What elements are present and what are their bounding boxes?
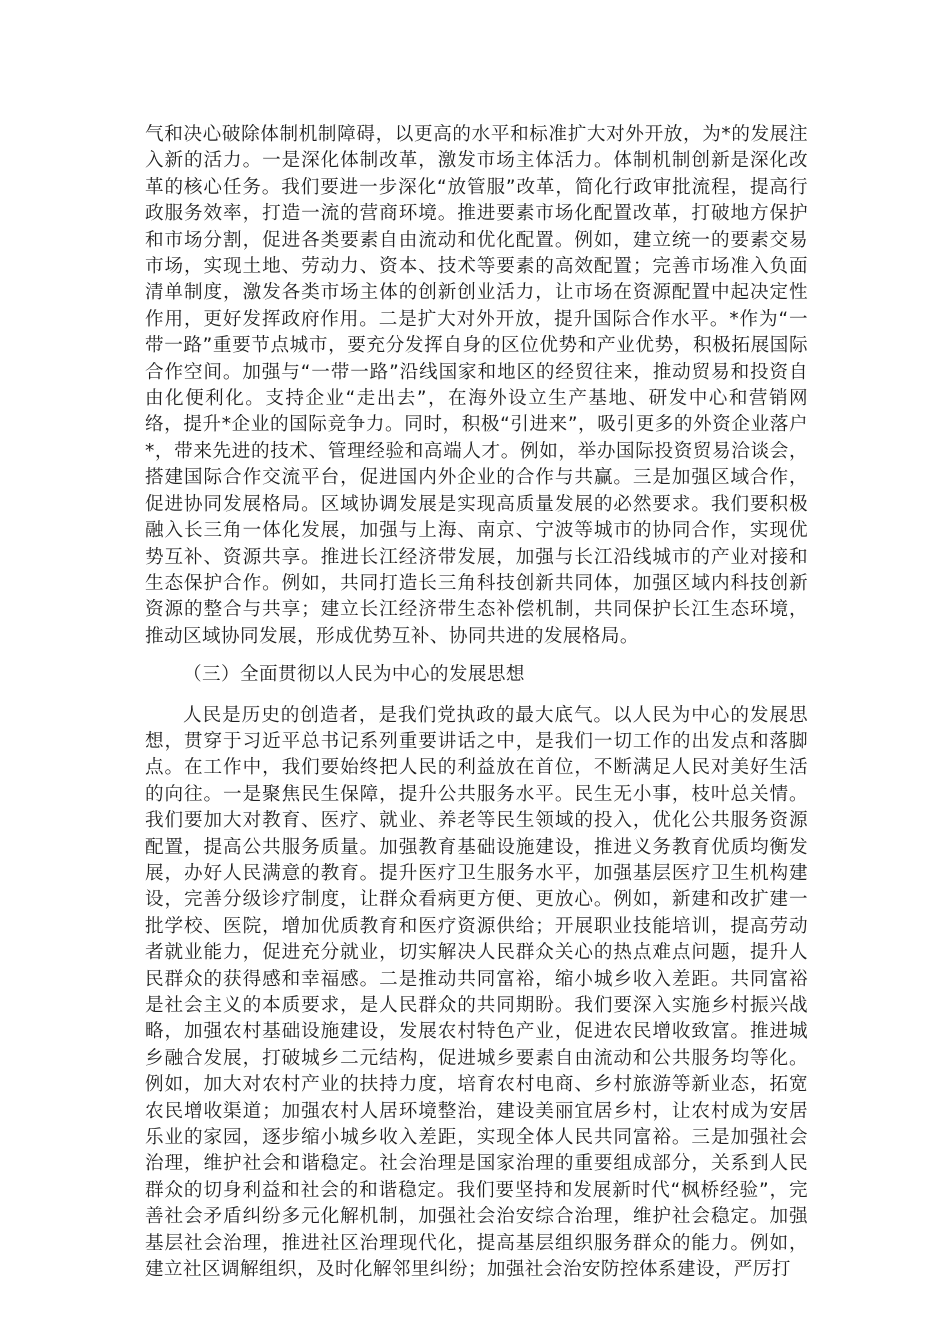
- body-paragraph-opening-reform: 气和决心破除体制机制障碍，以更高的水平和标准扩大对外开放，为*的发展注入新的活力。一是深化体制改革，激发市场主体活力。体制机制创新是深化改革的核心任务。我们要进一步深化“放管服”改革，简化行政审批流程，提高行政服务效率，打造一流的营商环境。推进要素市场化配置改革，打破地方保护和市场分割，促进各类要素自由流动和优化配置。例如，建立统一的要素交易市场，实现土地、劳动力、资本、技术等要素的高效配置；完善市场准入负面清单制度，激发各类市场主体的创新创业活力，让市场在资源配置中起决定性作用，更好发挥政府作用。二是扩大对外开放，提升国际合作水平。*作为“一带一路”重要节点城市，要充分发挥自身的区位优势和产业优势，积极拓展国际合作空间。加强与“一带一路”沿线国家和地区的经贸往来，推动贸易和投资自由化便利化。支持企业“走出去”，在海外设立生产基地、研发中心和营销网络，提升*企业的国际竞争力。同时，积极“引进来”，吸引更多的外资企业落户*，带来先进的技术、管理经验和高端人才。例如，举办国际投资贸易洽谈会，搭建国际合作交流平台，促进国内外企业的合作与共赢。三是加强区域合作，促进协同发展格局。区域协调发展是实现高质量发展的必然要求。我们要积极融入长三角一体化发展，加强与上海、南京、宁波等城市的协同合作，实现优势互补、资源共享。推进长江经济带发展，加强与长江沿线城市的产业对接和生态保护合作。例如，共同打造长三角科技创新共同体，加强区域内科技创新资源的整合与共享；建立长江经济带生态补偿机制，共同保护长江生态环境，推动区域协同发展，形成优势互补、协同共进的发展格局。: [145, 124, 808, 647]
- section-heading: （三）全面贯彻以人民为中心的发展思想: [183, 664, 525, 686]
- document-body: [145, 122, 808, 1283]
- body-paragraph-people-centered: 人民是历史的创造者，是我们党执政的最大底气。以人民为中心的发展思想，贯穿于习近平总书记系列重要讲话之中，是我们一切工作的出发点和落脚点。在工作中，我们要始终把人民的利益放在首位，不断满足人民对美好生活的向往。一是聚焦民生保障，提升公共服务水平。民生无小事，枝叶总关情。我们要加大对教育、医疗、就业、养老等民生领域的投入，优化公共服务资源配置，提高公共服务质量。加强教育基础设施建设，推进义务教育优质均衡发展，办好人民满意的教育。提升医疗卫生服务水平，加强基层医疗卫生机构建设，完善分级诊疗制度，让群众看病更方便、更放心。例如，新建和改扩建一批学校、医院，增加优质教育和医疗资源供给；开展职业技能培训，提高劳动者就业能力，促进充分就业，切实解决人民群众关心的热点难点问题，提升人民群众的获得感和幸福感。二是推动共同富裕，缩小城乡收入差距。共同富裕是社会主义的本质要求，是人民群众的共同期盼。我们要深入实施乡村振兴战略，加强农村基础设施建设，发展农村特色产业，促进农民增收致富。推进城乡融合发展，打破城乡二元结构，促进城乡要素自由流动和公共服务均等化。例如，加大对农村产业的扶持力度，培育农村电商、乡村旅游等新业态，拓宽农民增收渠道；加强农村人居环境整治，建设美丽宜居乡村，让农村成为安居乐业的家园，逐步缩小城乡收入差距，实现全体人民共同富裕。三是加强社会治理，维护社会和谐稳定。社会治理是国家治理的重要组成部分，关系到人民群众的切身利益和社会的和谐稳定。我们要坚持和发展新时代“枫桥经验”，完善社会矛盾纠纷多元化解机制，加强社会治安综合治理，维护社会稳定。加强基层社会治理，推进社区治理现代化，提高基层组织服务群众的能力。例如，建立社区调解组织，及时化解邻里纠纷；加强社会治安防控体系建设，严厉打: [145, 704, 808, 1281]
